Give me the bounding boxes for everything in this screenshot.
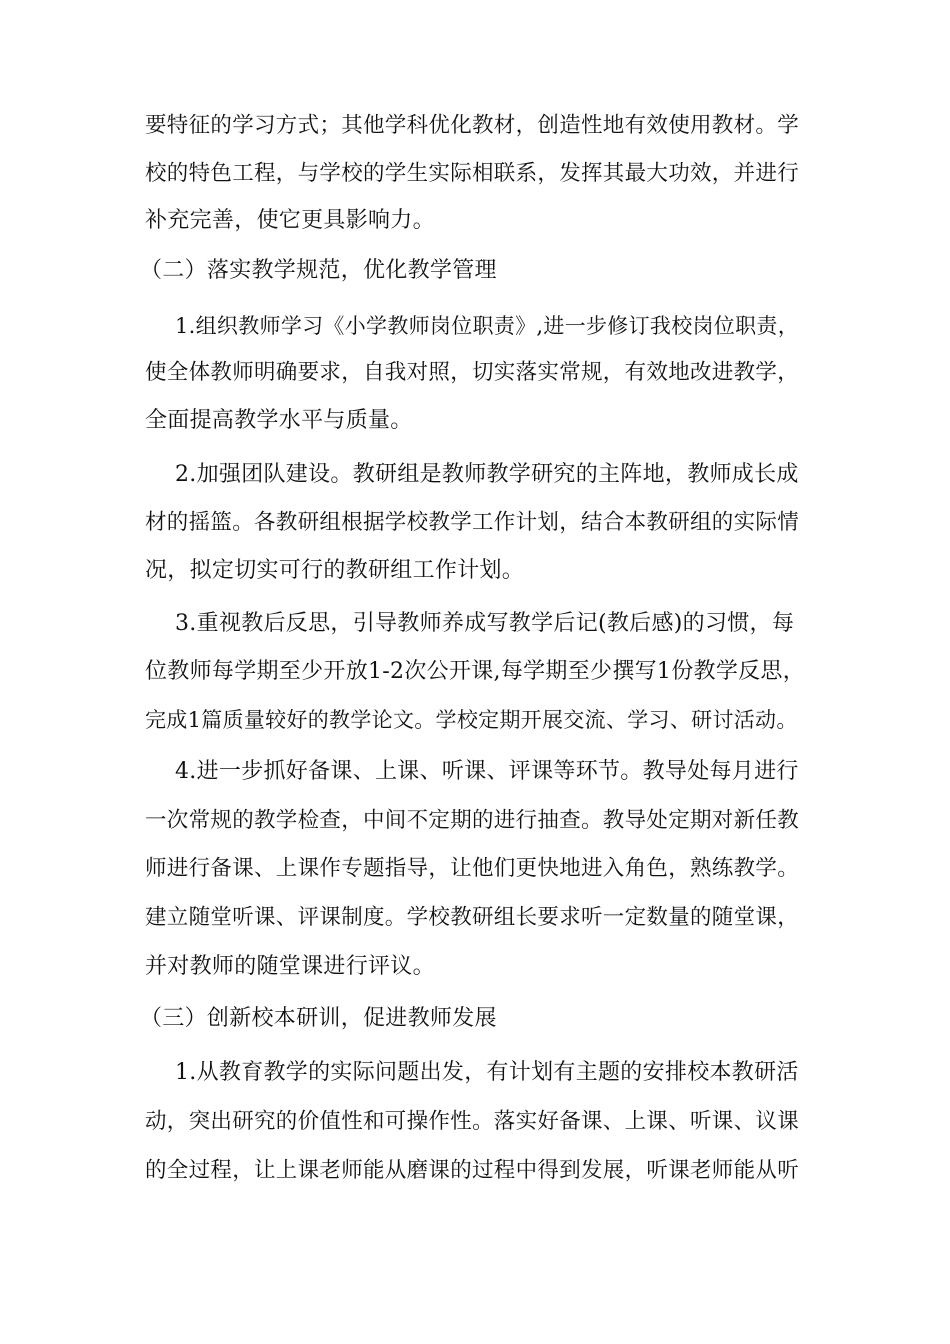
section-heading xyxy=(0,999,950,1039)
text-line xyxy=(0,1053,950,1093)
line-text: 一次常规的教学检查，中间不定期的进行抽查。教导处定期对新任教 xyxy=(145,808,800,833)
line-text: 要特征的学习方式；其他学科优化教材，创造性地有效使用教材。学 xyxy=(145,113,800,138)
section-heading xyxy=(0,251,950,291)
text-line xyxy=(0,898,950,938)
text-line xyxy=(0,801,950,841)
line-text: 况，拟定切实可行的教研组工作计划。 xyxy=(145,558,525,583)
line-text: 并对教师的随堂课进行评议。 xyxy=(145,954,435,979)
text-line xyxy=(0,455,950,495)
line-text: 4.进一步抓好备课、上课、听课、评课等环节。教导处每月进行 xyxy=(175,759,799,784)
text-line xyxy=(0,106,950,146)
line-text: 材的摇篮。各教研组根据学校教学工作计划，结合本教研组的实际情 xyxy=(145,510,800,535)
line-text: （二）落实教学规范，优化教学管理 xyxy=(140,258,497,283)
line-text: 师进行备课、上课作专题指导，让他们更快地进入角色，熟练教学。 xyxy=(145,856,800,881)
line-text: 建立随堂听课、评课制度。学校教研组长要求听一定数量的随堂课， xyxy=(145,905,800,930)
text-line xyxy=(0,306,950,346)
line-text: 动，突出研究的价值性和可操作性。落实好备课、上课、听课、议课 xyxy=(145,1109,800,1134)
line-text: 全面提高教学水平与质量。 xyxy=(145,408,413,433)
text-line xyxy=(0,752,950,792)
text-line xyxy=(0,1151,950,1191)
line-text: 校的特色工程，与学校的学生实际相联系，发挥其最大功效，并进行 xyxy=(145,161,800,186)
text-line xyxy=(0,604,950,644)
text-line xyxy=(0,154,950,194)
line-text: 1.从教育教学的实际问题出发，有计划有主题的安排校本教研活 xyxy=(175,1060,799,1085)
text-line xyxy=(0,700,950,740)
line-text: 完成1篇质量较好的教学论文。学校定期开展交流、学习、研讨活动。 xyxy=(145,708,798,732)
text-line xyxy=(0,1102,950,1142)
line-text: 3.重视教后反思，引导教师养成写教学后记(教后感)的习惯，每 xyxy=(175,611,795,636)
text-line xyxy=(0,551,950,591)
text-line xyxy=(0,353,950,393)
text-line xyxy=(0,503,950,543)
line-text: 位教师每学期至少开放1-2次公开课,每学期至少撰写1份教学反思， xyxy=(145,659,806,684)
line-text: 的全过程，让上课老师能从磨课的过程中得到发展，听课老师能从听 xyxy=(145,1158,800,1183)
text-line xyxy=(0,652,950,692)
line-text: 1.组织教师学习《小学教师岗位职责》,进一步修订我校岗位职责， xyxy=(175,314,800,338)
text-line xyxy=(0,201,950,241)
line-text: 补充完善，使它更具影响力。 xyxy=(145,208,435,233)
line-text: 使全体教师明确要求，自我对照，切实落实常规，有效地改进教学， xyxy=(145,360,800,385)
text-line xyxy=(0,849,950,889)
line-text: （三）创新校本研训，促进教师发展 xyxy=(140,1006,497,1031)
text-line xyxy=(0,401,950,441)
line-text: 2.加强团队建设。教研组是教师教学研究的主阵地，教师成长成 xyxy=(175,462,799,487)
text-line xyxy=(0,947,950,987)
